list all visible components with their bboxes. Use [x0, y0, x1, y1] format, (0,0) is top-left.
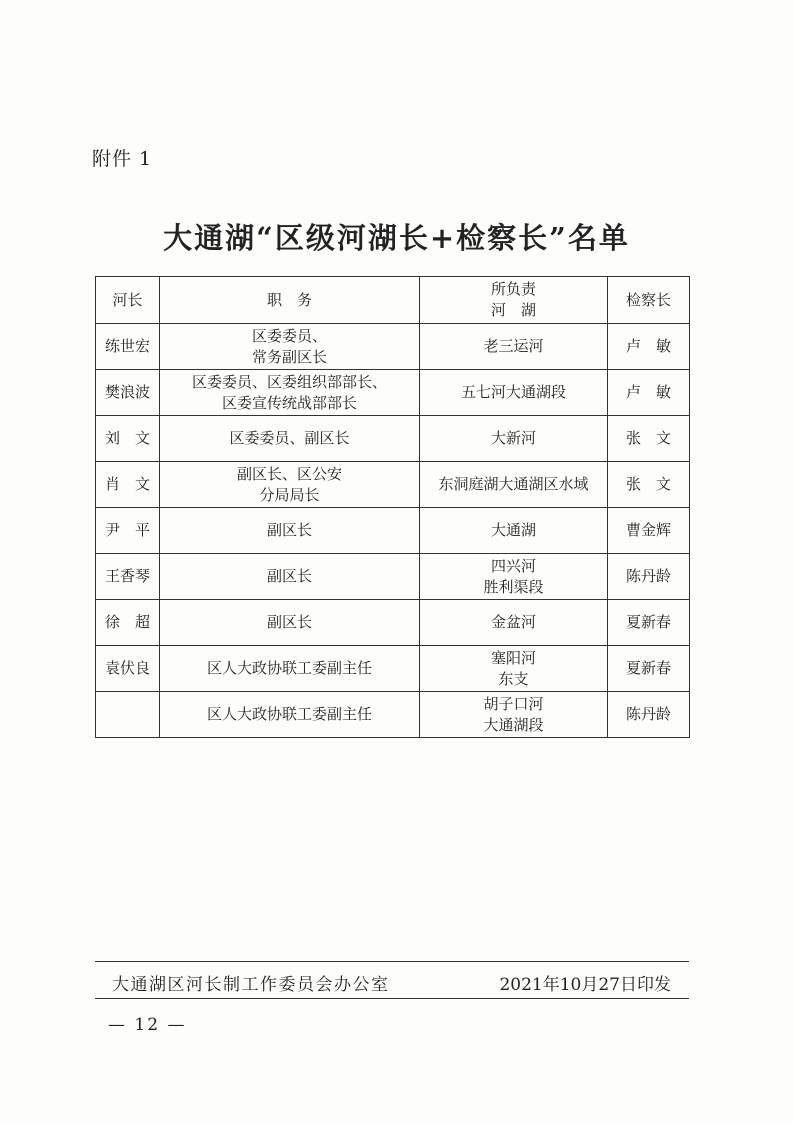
cell-position [160, 646, 420, 692]
header-position: 职 务 [160, 277, 420, 324]
cell-responsible-river [420, 554, 608, 600]
cell-position [160, 600, 420, 646]
roster-table [95, 276, 690, 738]
cell-position-line: 分局局长 [259, 485, 320, 504]
table-header-row [96, 277, 690, 324]
header-prosecutor: 检察长 [608, 277, 690, 324]
cell-responsible-river-line: 四兴河 [490, 556, 536, 575]
cell-river-chief: 袁伏良 [96, 646, 160, 692]
cell-position [160, 370, 420, 416]
cell-position-line: 区委委员、区委组织部部长、 [191, 372, 387, 391]
cell-prosecutor: 夏新春 [608, 600, 690, 646]
page-number: — 12 — [108, 1015, 187, 1035]
cell-position-line: 区人大政协联工委副主任 [206, 659, 372, 677]
cell-position-line: 副区长 [266, 613, 312, 631]
table-row [96, 508, 690, 554]
cell-position-line: 常务副区长 [251, 347, 327, 366]
cell-position-line: 区委委员、副区长 [229, 429, 350, 447]
cell-responsible-river [420, 508, 608, 554]
table-row [96, 462, 690, 508]
table-row [96, 554, 690, 600]
cell-position [160, 692, 420, 738]
cell-responsible-river-line: 东洞庭湖大通湖区水域 [438, 475, 589, 493]
cell-responsible-river-line: 大通湖 [490, 521, 536, 539]
cell-position-line: 区人大政协联工委副主任 [206, 705, 372, 723]
cell-responsible-river-line: 胡子口河 [483, 694, 544, 713]
cell-responsible-river [420, 462, 608, 508]
table-row [96, 370, 690, 416]
table-row [96, 416, 690, 462]
cell-position-line: 副区长 [266, 567, 312, 585]
cell-responsible-river [420, 416, 608, 462]
footer-rule-bottom [95, 998, 689, 999]
cell-position-line: 副区长、区公安 [236, 464, 342, 483]
cell-responsible-river-line: 胜利渠段 [483, 577, 544, 596]
footer-date: 2021年10月27日印发 [499, 975, 671, 995]
cell-responsible-river-line: 塞阳河 [490, 648, 536, 667]
header-responsible-river [420, 277, 608, 324]
header-river-line1: 所负责 [490, 280, 536, 298]
cell-river-chief: 樊浪波 [96, 370, 160, 416]
table-row [96, 692, 690, 738]
cell-river-chief: 徐 超 [96, 600, 160, 646]
attachment-label: 附件 1 [92, 148, 153, 170]
cell-river-chief: 练世宏 [96, 324, 160, 370]
cell-prosecutor: 卢 敏 [608, 324, 690, 370]
footer-rule-top [95, 961, 689, 962]
cell-river-chief [96, 692, 160, 738]
table-row [96, 646, 690, 692]
cell-responsible-river [420, 646, 608, 692]
cell-prosecutor: 曹金辉 [608, 508, 690, 554]
cell-position-line: 副区长 [266, 521, 312, 539]
cell-position [160, 508, 420, 554]
footer-issuer: 大通湖区河长制工作委员会办公室 [112, 975, 390, 995]
cell-prosecutor: 夏新春 [608, 646, 690, 692]
header-river-chief: 河长 [96, 277, 160, 324]
cell-position [160, 324, 420, 370]
table-row [96, 600, 690, 646]
cell-position-line: 区委宣传统战部部长 [221, 393, 357, 412]
header-river-line2: 河 湖 [490, 301, 536, 319]
cell-responsible-river-line: 大新河 [490, 429, 536, 447]
cell-position [160, 554, 420, 600]
cell-responsible-river-line: 五七河大通湖段 [460, 383, 566, 401]
cell-responsible-river [420, 692, 608, 738]
cell-river-chief: 尹 平 [96, 508, 160, 554]
cell-responsible-river-line: 东支 [498, 669, 529, 688]
cell-responsible-river [420, 324, 608, 370]
cell-position-line: 区委委员、 [251, 326, 327, 345]
cell-prosecutor: 张 文 [608, 416, 690, 462]
cell-prosecutor: 张 文 [608, 462, 690, 508]
cell-responsible-river-line: 老三运河 [483, 337, 544, 355]
cell-river-chief: 刘 文 [96, 416, 160, 462]
cell-position [160, 416, 420, 462]
cell-prosecutor: 陈丹龄 [608, 554, 690, 600]
cell-prosecutor: 卢 敏 [608, 370, 690, 416]
table-body [96, 324, 690, 738]
cell-responsible-river [420, 600, 608, 646]
cell-responsible-river [420, 370, 608, 416]
table-row [96, 324, 690, 370]
cell-position [160, 462, 420, 508]
cell-prosecutor: 陈丹龄 [608, 692, 690, 738]
cell-river-chief: 王香琴 [96, 554, 160, 600]
cell-river-chief: 肖 文 [96, 462, 160, 508]
cell-responsible-river-line: 大通湖段 [483, 715, 544, 734]
cell-responsible-river-line: 金盆河 [490, 613, 536, 631]
document-title: 大通湖“区级河湖长+检察长”名单 [163, 221, 630, 255]
